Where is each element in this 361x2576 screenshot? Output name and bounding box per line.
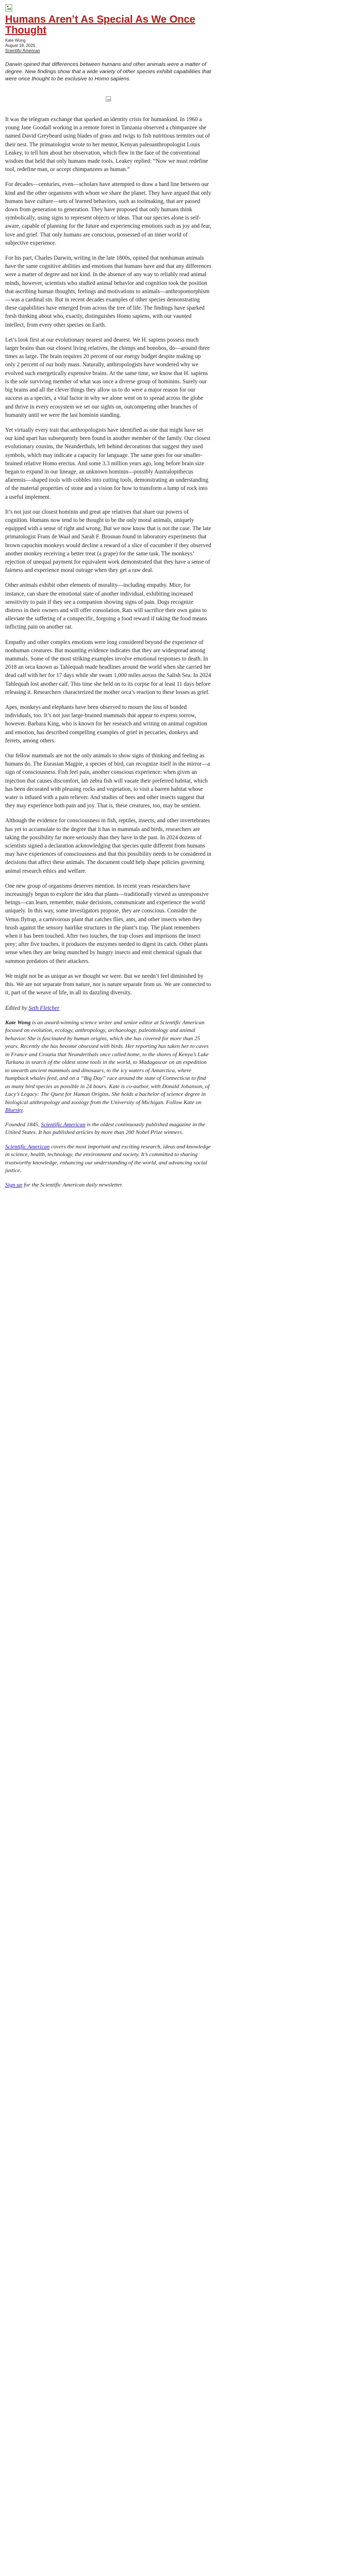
body-paragraph: Yet virtually every trait that anthropologists have identified as one that might have set our kind apart has subsequently been found in another member of the family. Our closest evolutionary cousins, the Neanderthals, left behind decorations that suggest they used symbols, which may indicate a capacity for language. The same goes for our smaller-brained relative Homo erectus. And some 3.3 million years ago, long before brain size began to expand in our lineage, an unknown hominin—possibly Australopithecus afarensis—shaped tools with cobbles into cutting tools, demonstrating an understanding of the material properties of stone and a vision for how to transform a lump of rock into a useful implement.: [5, 427, 210, 500]
body-paragraph: Empathy and other complex emotions were long considered beyond the experience of nonhuman creatures. But mounting evidence indicates that they are widespread among mammals. Some of the most striking examples involve emotional responses to death. In 2018 an orca known as Tahlequah made headlines around the world when she carried her dead calf with her for 17 days while she swam 1,000 miles across the Salish Sea. In 2024 Tahlequah lost another calf. This time she held on to its corpse for at least 11 days before releasing it. Researchers characterized the mother orca’s reaction to these losses as grief.: [5, 639, 211, 696]
body-paragraph: Although the evidence for consciousness in fish, reptiles, insects, and other invertebrates has yet to accumulate to the degree that it has in mammals and birds, researchers are taking the possibility far more seriously than they have in the past. In 2024 dozens of scientists signed a declaration acknowledging that species quite different from humans may have experiences of consciousness and that this possibility needs to be considered in decisions that affect these animals. The document could help shape policies governing animal research ethics and welfare.: [5, 818, 211, 874]
body-paragraph: For decades—centuries, even—scholars have attempted to draw a hard line between our kind and the other organisms with whom we share the planet. They have argued that only humans have culture—sets of learned behaviors, such as toolmaking, that are passed down from generation to generation. They have proposed that only humans think symbolically, using signs to represent objects or ideas. That our species alone is self-aware, capable of planning for the future and experiencing emotions such as joy and fear, love and grief. That only humans are conscious, possessed of an inner world of subjective experience.: [5, 181, 211, 246]
publication-bio-text: is the oldest continuously published magazine in the United States. It has published articles by more than 200 Nobel Prize winners.: [5, 1121, 205, 1136]
article-headline[interactable]: Humans Aren’t As Special As We Once Thought: [5, 14, 195, 36]
publication-bio-prefix: Founded 1845,: [5, 1121, 41, 1128]
article-dek: Darwin opined that differences between humans and other animals were a matter of degree. New findings show that a wide variety of other species exhibit capabilities that were once thought to be exclusive to Homo sapiens.: [5, 61, 211, 82]
editor-credit: [5, 1004, 211, 1012]
body-paragraph: It was the telegram exchange that sparked an identity crisis for humankind. In 1960 a young Jane Goodall working in a remote forest in Tanzania observed a chimpanzee she named David Greybeard using blades of grass and twigs to fish nutritious termites out of their nest. The primatologist wrote to her mentor, Kenyan paleoanthropologist Louis Leakey, to tell him about her observation, which flew in the face of the conventional wisdom that held that only humans made tools. Leakey replied: “Now we must redefine tool, redefine man, or accept chimpanzees as human.”: [5, 116, 210, 173]
author: Kate Wong: [5, 38, 26, 43]
article-body: [5, 115, 211, 1189]
editor-credit-label: Edited by: [5, 1005, 29, 1011]
image-placeholder-icon: [106, 96, 111, 101]
publication-link[interactable]: Scientific American: [5, 48, 40, 53]
publish-date: August 18, 2025: [5, 43, 36, 48]
author-bio-name: Kate Wong: [5, 1019, 31, 1026]
broken-image-icon: [5, 4, 13, 12]
mission-bio: [5, 1143, 211, 1175]
bios: [5, 1019, 211, 1190]
body-paragraph: We might not be as unique as we thought we were. But we needn’t feel diminished by this. We are not separate from nature, nor is nature separate from us. We are connected to it, part of the weave of life, in all its dazzling diversity.: [5, 973, 211, 996]
mission-bio-link[interactable]: Scientific American: [5, 1143, 50, 1150]
body-paragraph: Other animals exhibit other elements of morality—including empathy. Mice, for instance, can share the emotional state of another individual, exhibiting increased sensitivity to pain if they see a companion showing signs of pain. Dogs recognize distress in their owners and will offer consolation. Rats will sacrifice their own gains to alleviate the suffering of a conspecific, forgoing a food reward if taking the food means inflicting pain on another rat.: [5, 582, 207, 631]
body-paragraph: One new group of organisms deserves mention. In recent years researchers have increasingly begun to explore the idea that plants—traditionally viewed as unresponsive beings—can learn, remember, make decisions, communicate and experience the world uniquely. In this way, some investigators propose, they are conscious. Consider the Venus flytrap, a carnivorous plant that catches flies, ants, and other insects when they brush against the sensory hairlike structures in the plant’s trap. The plant remembers when it has been touched. After two touches, the trap closes and imprisons the insect prey; after five touches, it produces the enzymes needed to digest its catch. Other plants sense when they are being munched by hungry insects and emit chemical signals that summon predators of their attackers.: [5, 883, 209, 964]
body-paragraph: Our fellow mammals are not the only animals to show signs of thinking and feeling as humans do. The Eurasian Magpie, a species of bird, can recognize itself in the mirror—a sign of consciousness. Fish feel pain, another conscious experience: when given an injection that causes discomfort, lab zebra fish will vacate their preferred habitat, which has been decorated with pleasing rocks and vegetation, to visit a barren habitat whose water is infused with a pain reliever. And studies of bees and other insects suggest that they may experience both pain and joy. That is, these creatures, too, may be sentient.: [5, 753, 210, 809]
article: [5, 14, 211, 1195]
bluesky-link[interactable]: Bluesky: [5, 1107, 23, 1114]
author-bio-text: is an award-winning science writer and senior editor at Scientific American focused on evolution, ecology, anthropology, archaeology, paleontology and animal behavior. She is fascinated by human origins, which she has covered for more than 25 years. Recently she has become obsessed with birds. Her reporting has taken her to caves in France and Croatia that Neanderthals once called home, to the shores of Kenya’s Lake Turkana in search of the oldest stone tools in the world, to Madagascar on an expedition to unearth ancient mammals and dinosaurs, to the icy waters of Antarctica, where humpback whales feed, and on a “Big Day” race around the state of Connecticut to find as many bird species as possible in 24 hours. Kate is co-author, with Donald Johanson, of Lucy’s Legacy: The Quest for Human Origins. She holds a bachelor of science degree in biological anthropology and zoology from the University of Michigan. Follow Kate on: [5, 1019, 210, 1106]
author-bio-end: .: [22, 1107, 24, 1114]
body-paragraph: For his part, Charles Darwin, writing in the late 1800s, opined that nonhuman animals have the same cognitive abilities and emotions that humans have and that any differences were a matter of degree and not kind. In the absence of any way to reliably read animal minds, however, scientists who studied animal behavior and cognition took the position that ascribing human thoughts, feelings and motivations to animals—anthropomorphism—was a cardinal sin. But in recent decades examples of other species demonstrating these capabilities have emerged from across the tree of life. The findings have sparked fresh thinking about who, exactly, distinguishes Homo sapiens, with our vaunted intellect, from every other species on Earth.: [5, 255, 211, 328]
body-paragraph: Apes, monkeys and elephants have been observed to mourn the loss of bonded individuals, too. It’s not just large-brained mammals that appear to express sorrow, however. Barbara King, who is known for her research and writing on animal cognition and emotion, has described compelling examples of grief in peccaries, donkeys and ferrets, among others.: [5, 704, 207, 744]
signup-text: for the Scientific American daily newsletter.: [22, 1181, 123, 1188]
body-paragraph: Let’s look first at our evolutionary nearest and dearest. We H. sapiens possess much larger brains than our closest living relatives, the chimps and bonobos, do—around three times as large. The brain requires 20 percent of our energy budget despite making up only 2 percent of our body mass. Naturally, anthropologists have wondered why we evolved such energetically expensive brains. At the same time, we know that H. sapiens is the sole surviving member of what was once a diverse group of hominins. Surely our big brains and all the clever things they allow us to do were a major reason for our success as a species, a vital factor in why we alone went on to spread across the globe and thrive in every ecosystem we set our sights on, outcompeting other branches of humanity until we were the last hominin standing.: [5, 336, 210, 418]
editor-link[interactable]: Seth Fletcher: [28, 1005, 60, 1011]
signup-link[interactable]: Sign up: [5, 1181, 23, 1188]
mission-bio-text: covers the most important and exciting research, ideas and knowledge in science, health, technology, the environment and society. It’s committed to sharing trustworthy knowledge, enhancing our understanding of the world, and advancing social justice.: [5, 1143, 211, 1174]
publication-bio-link[interactable]: Scientific American: [41, 1121, 86, 1128]
hero-image: [106, 95, 111, 100]
author-bio: [5, 1019, 211, 1115]
publication-bio: [5, 1121, 211, 1137]
newsletter-signup: [5, 1181, 211, 1190]
body-paragraph: It’s not just our closest hominin and great ape relatives that share our powers of cognition. Humans now tend to be thought to be the only moral animals, uniquely equipped with a sense of right and wrong. But we now know that is not the case. The late primatologist Frans de Waal and Sarah F. Brosnan found in laboratory experiments that brown capuchin monkeys would decline a reward of a slice of cucumber if they observed another monkey receiving a better treat (a grape) for the same task. The monkeys’ rejection of unequal payment for equivalent work demonstrated that they have a sense of fairness and experience moral outrage when they get a raw deal.: [5, 509, 211, 574]
